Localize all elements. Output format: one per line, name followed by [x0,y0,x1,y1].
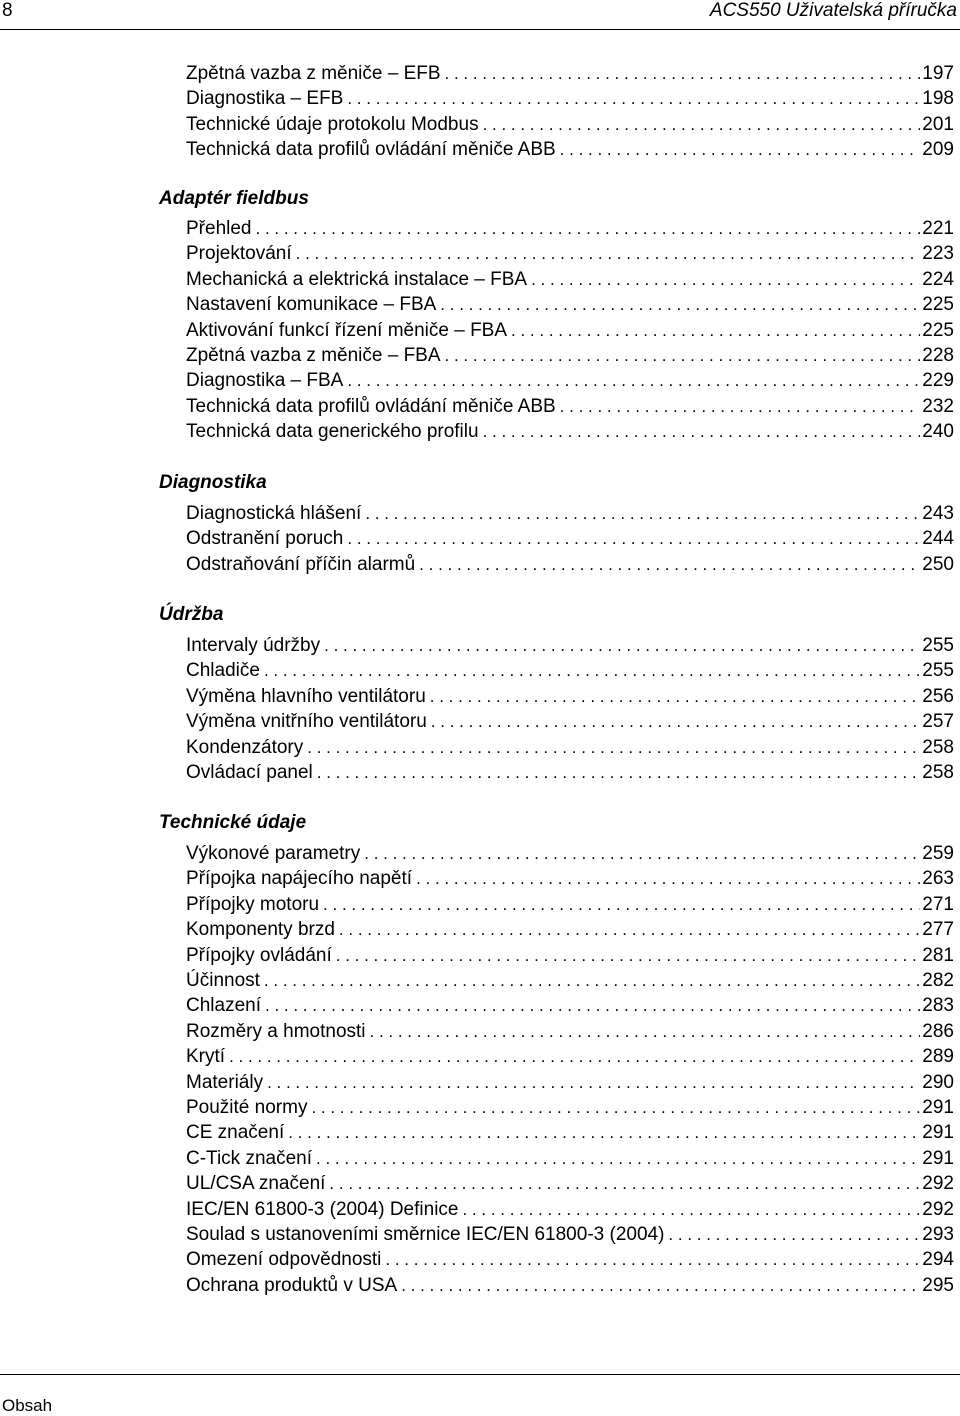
dot-leader [229,1045,920,1069]
toc-entry-page: 250 [922,553,954,575]
footer-label: Obsah [2,1396,53,1415]
toc-entry[interactable] [186,344,954,368]
toc-entry-page: 225 [922,294,954,316]
toc-entry[interactable] [186,62,954,86]
toc-entry[interactable] [186,969,954,993]
dot-leader [296,242,921,266]
dot-leader [483,420,921,444]
toc-entry-page: 197 [922,63,954,84]
toc-entry-title: Projektování [186,243,292,265]
toc-entry[interactable] [186,842,954,866]
toc-entry-page: 292 [922,1198,954,1220]
toc-entry-page: 291 [922,1122,954,1144]
toc-entry[interactable] [186,319,954,343]
toc-entry-page: 255 [922,660,954,682]
toc-entry-page: 243 [922,503,954,524]
dot-leader [445,344,921,368]
toc-entry-title: Technické údaje protokolu Modbus [186,113,479,135]
toc-entry-title: C-Tick značení [186,1147,312,1169]
dot-leader [531,268,920,292]
toc-entry-page: 255 [922,635,954,656]
toc-entry[interactable] [186,1274,954,1298]
toc-entry[interactable] [186,867,954,891]
toc-entry[interactable] [186,217,954,241]
toc-entry-page: 286 [922,1020,954,1042]
toc-entry-page: 229 [922,370,954,392]
toc-entry[interactable] [186,1045,954,1069]
dot-leader [419,553,920,577]
toc-entry-title: Zpětná vazba z měniče – EFB [186,63,441,84]
toc-entry-title: Omezení odpovědnosti [186,1249,382,1271]
dot-leader [462,1198,920,1222]
dot-leader [339,918,920,942]
toc-entry-page: 277 [922,919,954,941]
toc-entry-page: 295 [922,1274,954,1296]
dot-leader [265,994,920,1018]
toc-entry-title: Technická data generického profilu [186,421,479,443]
toc-entry-title: Aktivování funkcí řízení měniče – FBA [186,319,508,341]
toc-entry-page: 263 [922,868,954,890]
dot-leader [445,62,921,86]
toc-entry-title: Přípojky motoru [186,893,320,915]
toc-entry-page: 257 [922,711,954,733]
dot-leader [511,319,920,343]
toc-entry[interactable] [186,994,954,1018]
toc-entry-page: 224 [922,268,954,290]
toc-entry-page: 221 [922,218,954,239]
toc-entry-title: Výměna hlavního ventilátoru [186,685,426,707]
toc-entry-title: Zpětná vazba z měniče – FBA [186,345,441,366]
dot-leader [323,893,920,917]
toc-entry-title: Komponenty brzd [186,919,335,941]
toc-entry-title: Diagnostika – EFB [186,88,344,110]
toc-entry[interactable] [186,893,954,917]
toc-entry[interactable] [186,944,954,968]
toc-entry[interactable] [186,395,954,419]
toc-entry-title: Kondenzátory [186,736,304,758]
dot-leader [307,736,920,760]
toc-entry-title: Materiály [186,1071,264,1093]
dot-leader [317,761,921,785]
dot-leader [347,87,920,111]
toc-entry-title: UL/CSA značení [186,1173,326,1195]
toc-entry-page: 198 [922,88,954,110]
toc-entry[interactable] [186,710,954,734]
toc-entry-page: 281 [922,944,954,966]
dot-leader [560,138,921,162]
toc-entry-title: Výkonové parametry [186,843,361,864]
dot-leader [264,969,920,993]
dot-leader [336,944,921,968]
toc-entry-title: Diagnostika – FBA [186,370,344,392]
toc-entry-page: 291 [922,1147,954,1169]
toc-entry[interactable] [186,1223,954,1247]
toc-entry-page: 256 [922,685,954,707]
section-heading: Diagnostika [159,472,267,493]
toc-entry-page: 258 [922,762,954,783]
toc-entry-title: Rozměry a hmotnosti [186,1020,366,1042]
toc-entry-page: 259 [922,843,954,864]
toc-entry[interactable] [186,113,954,137]
toc-entry-title: IEC/EN 61800-3 (2004) Definice [186,1198,459,1220]
toc-entry-page: 209 [922,139,954,161]
dot-leader [288,1121,920,1145]
dot-leader [668,1223,920,1247]
toc-entry[interactable] [186,634,954,658]
dot-leader [440,293,920,317]
toc-entry[interactable] [186,293,954,317]
toc-entry[interactable] [186,553,954,577]
toc-entry-title: Účinnost [186,970,260,991]
toc-entry[interactable] [186,659,954,683]
toc-entry-title: Odstranění poruch [186,528,344,550]
toc-entry-page: 289 [922,1046,954,1068]
toc-entry[interactable] [186,1147,954,1171]
toc-entry-title: Nastavení komunikace – FBA [186,294,437,316]
toc-entry-page: 282 [922,970,954,991]
toc-entry-page: 283 [922,995,954,1017]
toc-entry-title: Ovládací panel [186,762,313,783]
toc-entry-page: 223 [922,243,954,265]
dot-leader [347,527,920,551]
toc-entry[interactable] [186,1020,954,1044]
dot-leader [347,369,920,393]
toc-entry-title: Mechanická a elektrická instalace – FBA [186,268,528,290]
dot-leader [316,1147,920,1171]
dot-leader [267,1071,920,1095]
toc-entry-title: Soulad s ustanoveními směrnice IEC/EN 61800-3 (2004) [186,1224,665,1245]
dot-leader [431,710,921,734]
toc-entry-page: 293 [922,1224,954,1245]
dot-leader [365,502,920,526]
toc-entry-page: 228 [922,345,954,366]
manual-title: ACS550 Uživatelská příručka [709,0,957,21]
toc-entry-page: 291 [922,1097,954,1118]
toc-entry[interactable] [186,138,954,162]
toc-entry-page: 225 [922,319,954,341]
dot-leader [256,217,921,241]
footer-divider [0,1374,960,1375]
toc-entry-page: 240 [922,421,954,443]
toc-entry-page: 201 [922,113,954,135]
toc-entry-title: Použité normy [186,1097,308,1118]
dot-leader [329,1172,920,1196]
dot-leader [483,113,921,137]
toc-entry[interactable] [186,87,954,111]
toc-entry-title: Chlazení [186,995,261,1017]
toc-entry[interactable] [186,242,954,266]
toc-entry-title: Diagnostická hlášení [186,503,362,524]
dot-leader [401,1274,920,1298]
toc-entry-page: 244 [922,528,954,550]
section-heading: Technické údaje [159,812,307,833]
toc-entry-page: 292 [922,1173,954,1195]
toc-entry[interactable] [186,1096,954,1120]
dot-leader [416,867,920,891]
dot-leader [370,1020,921,1044]
section-heading: Údržba [159,604,224,625]
dot-leader [560,395,921,419]
toc-entry[interactable] [186,502,954,526]
dot-leader [264,659,920,683]
toc-entry[interactable] [186,268,954,292]
dot-leader [385,1248,920,1272]
page-number: 8 [2,0,13,21]
toc-entry[interactable] [186,685,954,709]
toc-entry-title: Výměna vnitřního ventilátoru [186,711,427,733]
toc-entry-title: Odstraňování příčin alarmů [186,553,416,575]
toc-entry[interactable] [186,1071,954,1095]
section-heading: Adaptér fieldbus [159,188,309,209]
toc-entry[interactable] [186,527,954,551]
toc-entry-title: Ochrana produktů v USA [186,1274,398,1296]
dot-leader [311,1096,920,1120]
toc-entry-title: Přípojka napájecího napětí [186,868,413,890]
toc-entry[interactable] [186,1172,954,1196]
toc-entry-title: Přípojky ovládání [186,944,332,966]
toc-entry[interactable] [186,369,954,393]
toc-entry-title: Chladiče [186,660,260,682]
toc-entry-title: CE značení [186,1122,285,1144]
toc-entry-title: Technická data profilů ovládání měniče ABB [186,139,556,161]
toc-entry[interactable] [186,1121,954,1145]
toc-entry-title: Přehled [186,218,252,239]
toc-entry[interactable] [186,420,954,444]
toc-entry-title: Technická data profilů ovládání měniče ABB [186,395,556,417]
toc-entry[interactable] [186,736,954,760]
dot-leader [324,634,920,658]
header-divider [0,29,960,30]
toc-entry[interactable] [186,1248,954,1272]
toc-entry[interactable] [186,761,954,785]
toc-entry-page: 294 [922,1249,954,1271]
dot-leader [364,842,920,866]
toc-entry-page: 258 [922,736,954,758]
toc-entry-page: 290 [922,1071,954,1093]
toc-entry[interactable] [186,1198,954,1222]
toc-entry[interactable] [186,918,954,942]
toc-entry-title: Krytí [186,1046,226,1068]
dot-leader [430,685,921,709]
toc-entry-title: Intervaly údržby [186,635,321,656]
toc-entry-page: 232 [922,395,954,417]
toc-entry-page: 271 [922,893,954,915]
